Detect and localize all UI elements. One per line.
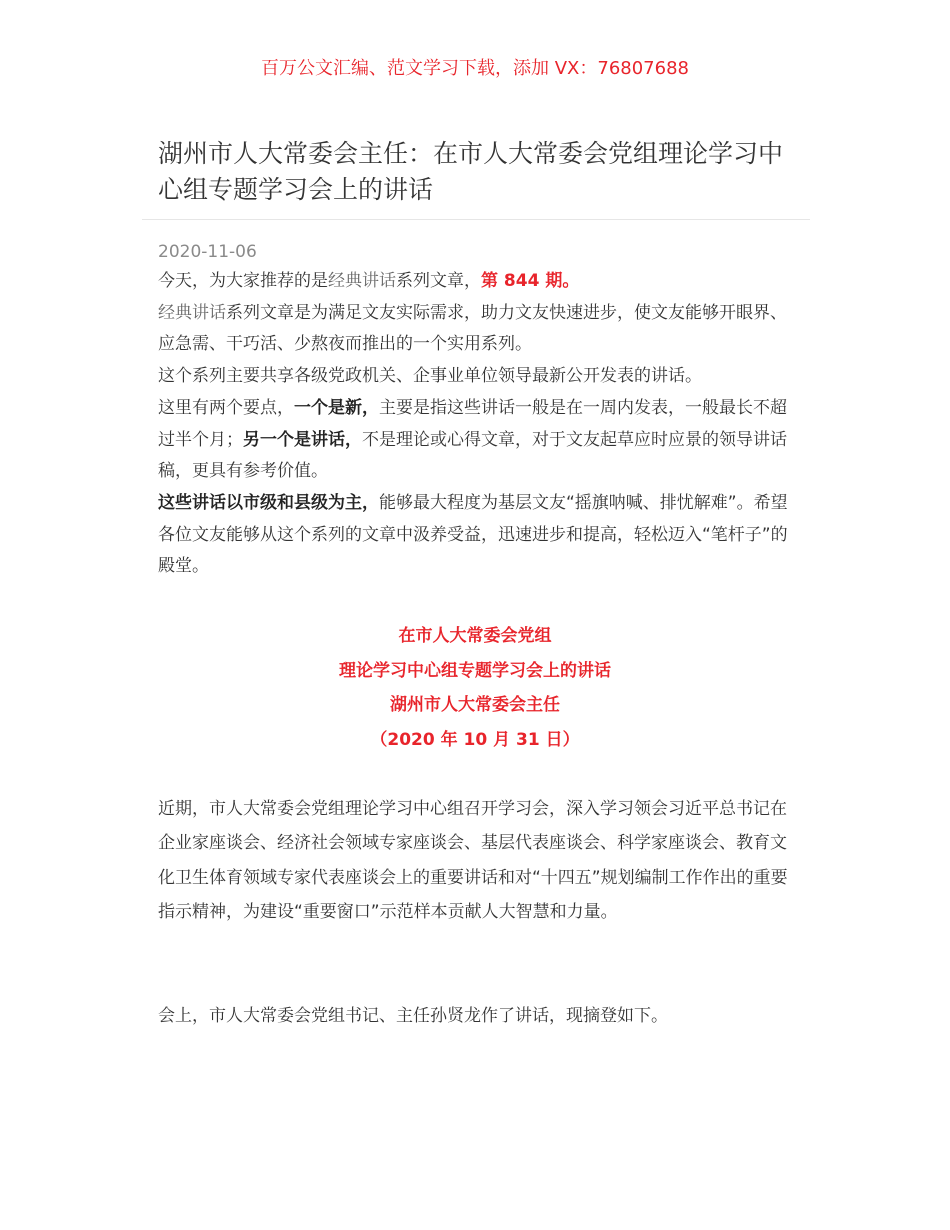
level-emphasis: 这些讲话以市级和县级为主， [158,492,379,513]
intro-paragraph-2 [158,298,794,361]
speech-heading-line-2: 理论学习中心组专题学习会上的讲话 [339,660,611,681]
intro-1-text-b: 系列文章， [396,271,481,291]
intro-5-text: 能够最大程度为基层文友“摇旗呐喊、排忧解难”。希望各位文友能够从这个系列的文章中汲养受益，迅速进步和提高，轻松迈入“笔杆子”的殿堂。 [158,492,788,577]
intro-paragraph-3: 这个系列主要共享各级党政机关、企事业单位领导最新公开发表的讲话。 [158,366,702,387]
body-paragraph-1: 近期，市人大常委会党组理论学习中心组召开学习会，深入学习领会习近平总书记在企业家座谈会、经济社会领域专家座谈会、基层代表座谈会、科学家座谈会、教育文化卫生体育领域专家代表座谈会上的重要讲话和对“十四五”规划编制工作作出的重要指示精神，为建设“重要窗口”示范样本贡献人大智慧和力量。 [158,799,788,923]
article-title: 湖州市人大常委会主任：在市人大常委会党组理论学习中心组专题学习会上的讲话 [158,139,784,204]
intro-section [158,266,794,583]
speech-heading-date: （2020 年 10 月 31 日） [370,729,580,750]
publish-date: 2020-11-06 [158,242,257,262]
series-name: 经典讲话 [328,271,396,291]
promo-banner: 百万公文汇编、范文学习下载，添加 VX：76807688 [261,58,689,79]
intro-2-text: 系列文章是为满足文友实际需求，助力文友快速进步，使文友能够开眼界、应急需、干巧活、少熬夜而推出的一个实用系列。 [158,302,787,355]
point-speech: 另一个是讲话， [243,429,362,450]
intro-4-text-d: 不是理论或心得文章，对于文友起草应时应景的领导讲话稿，更具有参考价值。 [158,429,787,482]
intro-4-text-c: 主要是指这些讲话一般是在一周内发表，一般最长不超过半个月； [158,397,787,450]
speech-heading-line-1: 在市人大常委会党组 [398,626,552,646]
speech-heading [0,619,950,757]
body-paragraph-2: 会上，市人大常委会党组书记、主任孙贤龙作了讲话，现摘登如下。 [158,1006,668,1026]
series-name-2: 经典讲话 [158,302,226,323]
intro-paragraph-5 [158,488,794,583]
intro-paragraph-4 [158,393,794,488]
title-divider [142,219,810,220]
intro-4-text-a: 这里有两个要点， [158,397,294,418]
speech-heading-line-3: 湖州市人大常委会主任 [390,695,560,716]
intro-paragraph-1 [158,266,794,298]
intro-1-text-a: 今天，为大家推荐的是 [158,271,328,291]
issue-number: 第 844 期。 [481,271,580,291]
point-new: 一个是新， [294,397,379,418]
